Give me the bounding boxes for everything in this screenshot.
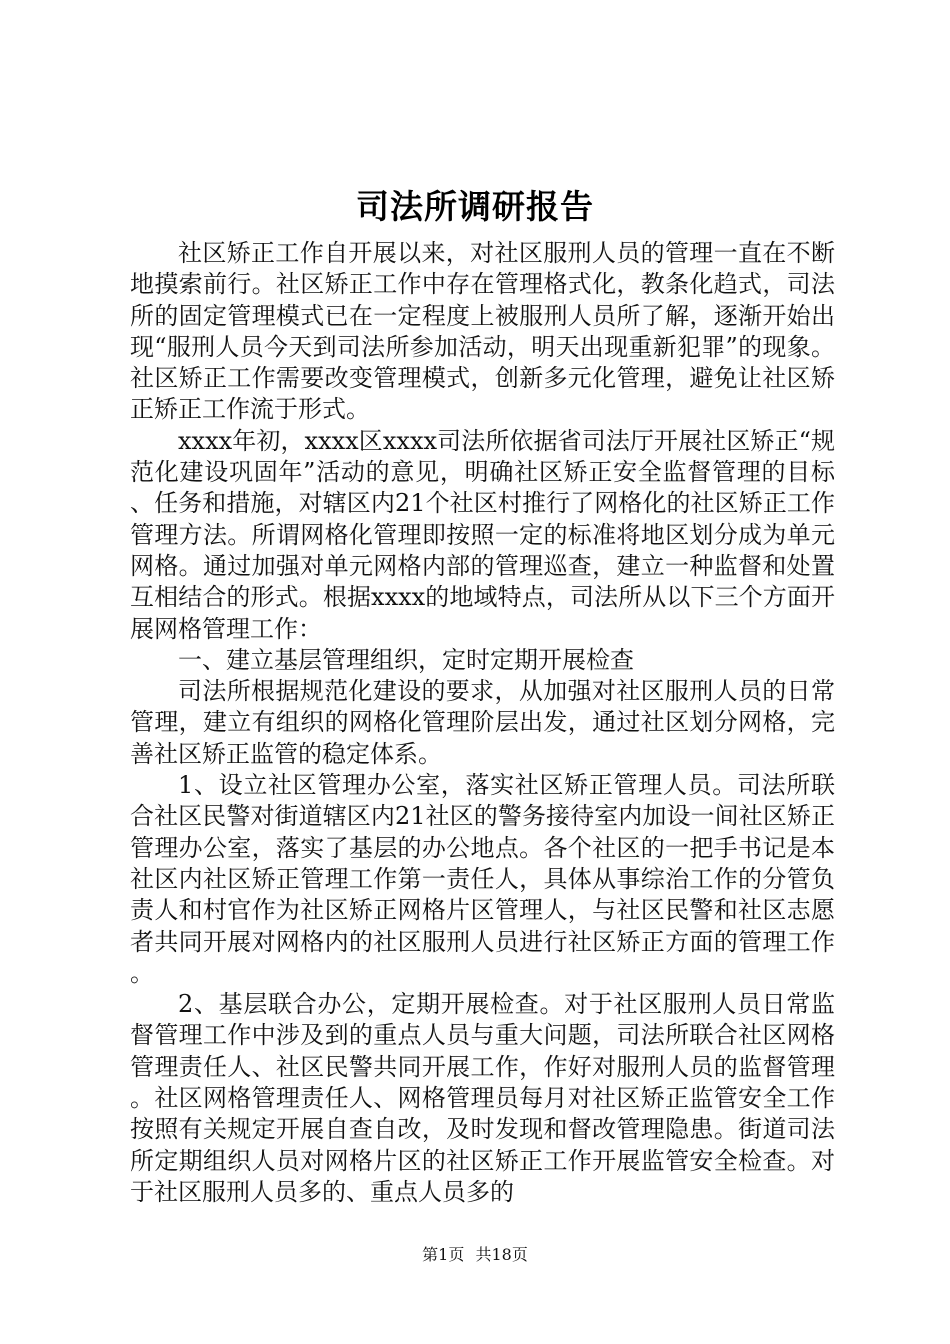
paragraph: 2、基层联合办公，定期开展检查。对于社区服刑人员日常监督管理工作中涉及到的重点人员与重大问题，司法所联合社区网格管理责任人、社区民警共同开展工作，作好对服刑人员的监督管理。社区网格管理责任人、网格管理员每月对社区矫正监管安全工作按照有关规定开展自查自改，及时发现和督改管理隐患。街道司法所定期组织人员对网格片区的社区矫正工作开展监管安全检查。对于社区服刑人员多的、重点人员多的 bbox=[130, 990, 835, 1206]
document-title: 司法所调研报告 bbox=[356, 187, 594, 226]
page-footer bbox=[0, 1243, 950, 1267]
paragraph: 司法所根据规范化建设的要求，从加强对社区服刑人员的日常管理，建立有组织的网格化管理阶层出发，通过社区划分网格，完善社区矫正监管的稳定体系。 bbox=[130, 677, 835, 768]
paragraph: 社区矫正工作自开展以来，对社区服刑人员的管理一直在不断地摸索前行。社区矫正工作中存在管理格式化，教条化趋式，司法所的固定管理模式已在一定程度上被服刑人员所了解，逐渐开始出现“服刑人员今天到司法所参加活动，明天出现重新犯罪”的现象。社区矫正工作需要改变管理模式，创新多元化管理，避免让社区矫正矫正工作流于形式。 bbox=[130, 239, 835, 424]
paragraph: xxxx年初，xxxx区xxxx司法所依据省司法厅开展社区矫正“规范化建设巩固年”活动的意见，明确社区矫正安全监督管理的目标、任务和措施，对辖区内21个社区村推行了网格化的社区矫正工作管理方法。所谓网格化管理即按照一定的标准将地区划分成为单元网格。通过加强对单元网格内部的管理巡查，建立一种监督和处置互相结合的形式。根据xxxx的地域特点，司法所从以下三个方面开展网格管理工作： bbox=[130, 426, 835, 643]
page-number: 第1页 bbox=[422, 1245, 465, 1264]
section-heading: 一、建立基层管理组织，定时定期开展检查 bbox=[178, 645, 634, 674]
page-total: 共18页 bbox=[475, 1245, 528, 1264]
paragraph: 1、设立社区管理办公室，落实社区矫正管理人员。司法所联合社区民警对街道辖区内21社区的警务接待室内加设一间社区矫正管理办公室，落实了基层的办公地点。各个社区的一把手书记是本社区内社区矫正管理工作第一责任人，具体从事综治工作的分管负责人和村官作为社区矫正网格片区管理人，与社区民警和社区志愿者共同开展对网格内的社区服刑人员进行社区矫正方面的管理工作。 bbox=[130, 771, 835, 987]
document-body bbox=[130, 238, 835, 1208]
